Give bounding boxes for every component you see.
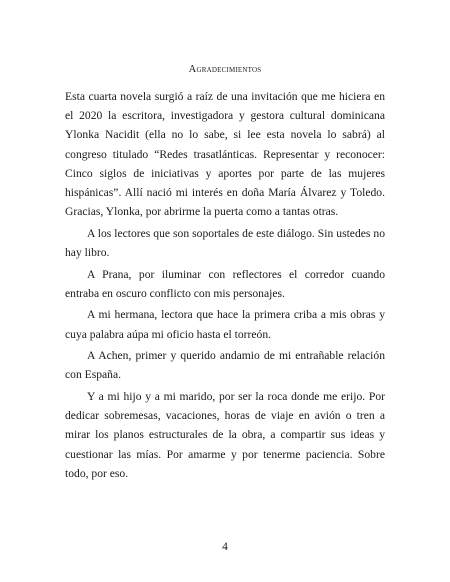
paragraph-prana: A Prana, por iluminar con reflectores el corredor cuando entraba en oscuro conflicto con mis personajes. bbox=[65, 267, 385, 300]
paragraph-readers: A los lectores que son soportales de este diálogo. Sin ustedes no hay libro. bbox=[65, 226, 385, 260]
paragraph-achen: A Achen, primer y querido andamio de mi entrañable relación con España. bbox=[65, 349, 385, 382]
page-number: 4 bbox=[222, 541, 228, 553]
section-heading: Agradecimientos bbox=[188, 64, 262, 75]
acknowledgements-text bbox=[65, 87, 385, 485]
paragraph-invitation: Esta cuarta novela surgió a raíz de una invitación que me hiciera en el 2020 la escritora, investigadora y gestora cultural dominicana Ylonka Nacidit (ella no lo sabe, si lee esta novela lo sabrá) al congreso titulado “Redes trasatlánticas. Representar y reconocer: Cinco siglos de iniciativas y aportes por parte de las mujeres hispánicas”. Allí nació mi interés en doña María Álvarez y Toledo. Gracias, Ylonka, por abrirme la puerta como a tantas otras. bbox=[65, 90, 385, 219]
paragraph-family: Y a mi hijo y a mi marido, por ser la roca donde me erijo. Por dedicar sobremesas, vacaciones, horas de viaje en avión o tren a mirar los planos estructurales de la obra, a compartir sus ideas y cuestionar las mías. Por amarme y por tenerme paciencia. Sobre todo, por eso. bbox=[65, 390, 385, 480]
paragraph-sister: A mi hermana, lectora que hace la primera criba a mis obras y cuya palabra aúpa mi oficio hasta el torreón. bbox=[65, 308, 385, 341]
